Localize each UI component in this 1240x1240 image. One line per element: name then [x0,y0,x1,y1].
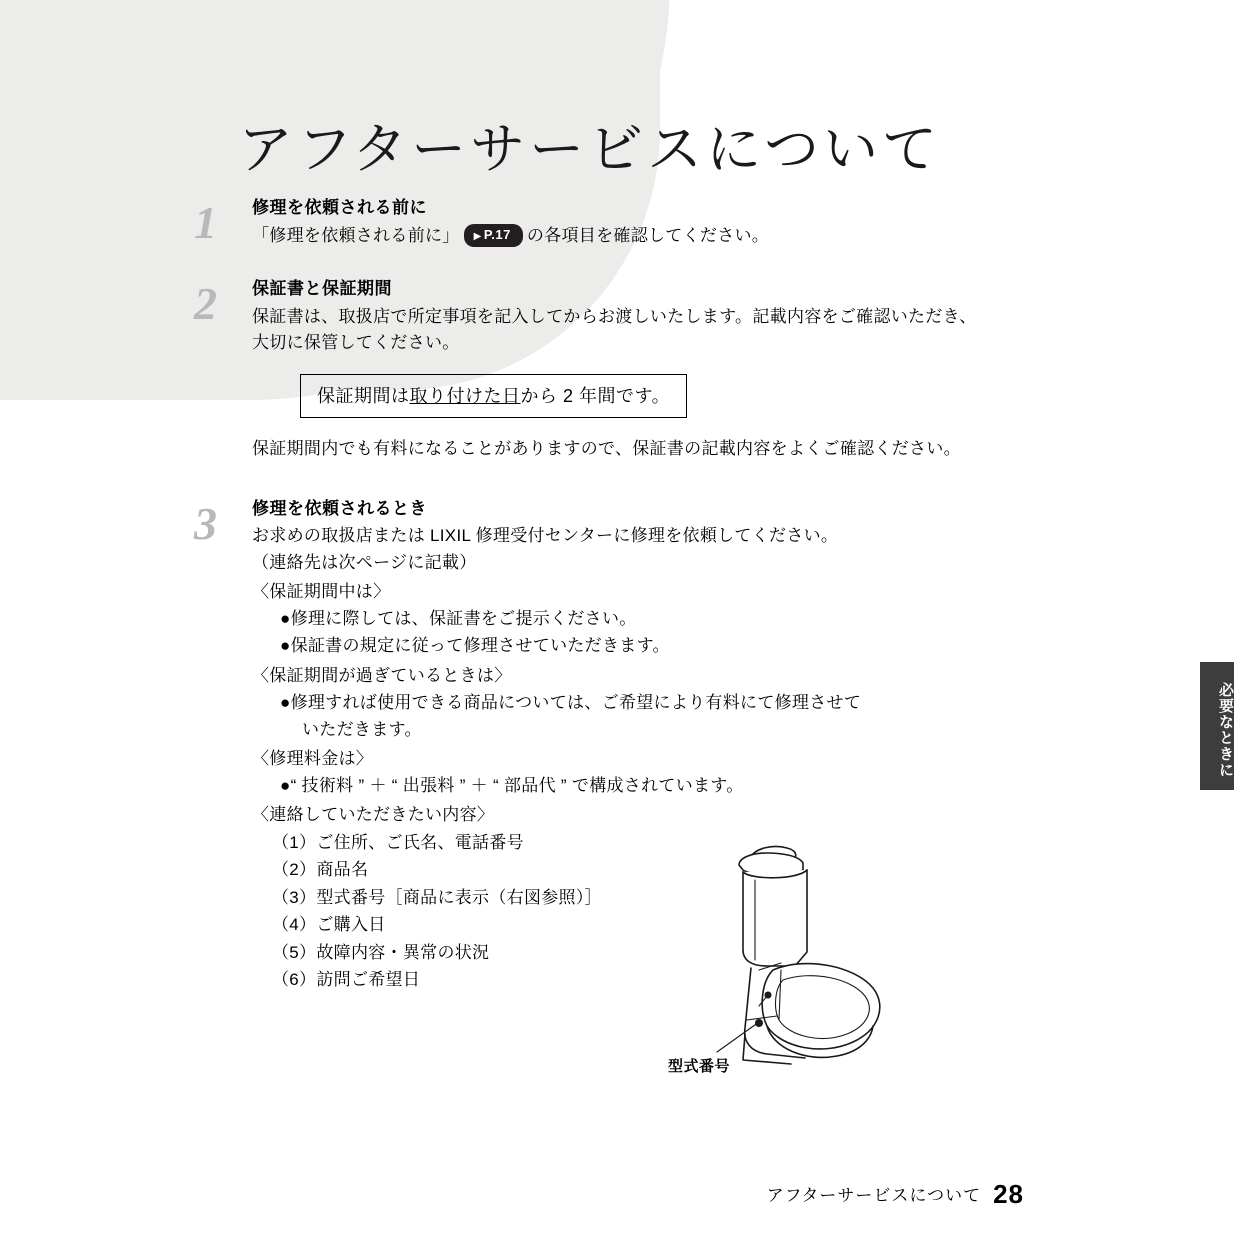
step-2-heading: 保証書と保証期間 [252,278,392,298]
contact-items-label: 〈連絡していただきたい内容〉 [252,805,495,825]
step-2-body-2: 保証期間内でも有料になることがありますので、保証書の記載内容をよくご確認ください。 [252,439,961,459]
warranty-period-box [300,374,687,418]
step-1-number: 1 [194,197,217,248]
step-3-number: 3 [194,497,217,549]
toilet-illustration [655,820,915,1090]
group-1-item-2: ●保証書の規定に従って修理させていただきます。 [280,636,670,656]
step-3-heading: 修理を依頼されるとき [252,498,427,518]
step-1-body-after: の各項目を確認してください。 [526,225,770,245]
group-2-item-1: ●修理すれば使用できる商品については、ご希望により有料にて修理させて [280,692,862,712]
step-1-body [252,223,992,249]
step-2-number: 2 [194,277,217,329]
triangle-right-icon: ▶ [473,230,482,242]
warranty-text-underlined: 取り付けた日 [409,386,521,407]
contact-item-3: （3）型式番号［商品に表示（右図参照）］ [272,887,602,907]
model-number-marker-2 [765,992,772,999]
side-tab-chapter: 必要なときに [1200,662,1234,790]
contact-item-6: （6）訪問ご希望日 [272,970,421,990]
step-1 [194,196,992,249]
page-reference-chip[interactable] [464,224,523,247]
step-3-body: お求めの取扱店または LIXIL 修理受付センターに修理を依頼してください。 [252,526,839,546]
step-2-body: 保証書は、取扱店で所定事項を記入してからお渡しいたします。記載内容をご確認いただき、大切に保管してください。 [252,306,977,352]
group-1-item-1: ●修理に際しては、保証書をご提示ください。 [280,609,637,629]
step-2 [194,277,992,463]
model-number-marker [755,1019,763,1027]
group-2-item-1-cont [280,716,992,743]
page-reference-label: P.17 [483,226,511,242]
warranty-text-part1: 保証期間は [317,386,410,407]
illustration-label: 型式番号 [668,1058,731,1075]
step-1-body-before: 「修理を依頼される前に」 [252,225,460,245]
group-2-label: 〈保証期間が過ぎているときは〉 [252,665,512,685]
group-3-item-1: ●“ 技術料 ” ＋ “ 出張料 ” ＋ “ 部品代 ” で構成されています。 [280,776,744,796]
page-footer [767,1179,1024,1210]
group-1-label: 〈保証期間中は〉 [252,581,391,601]
contact-item-4: （4）ご購入日 [272,915,386,935]
step-1-heading: 修理を依頼される前に [252,198,427,217]
footer-chapter-title: アフターサービスについて [766,1186,982,1205]
step-3-note: （連絡先は次ページに記載） [252,552,477,572]
group-3-label: 〈修理料金は〉 [252,749,374,769]
footer-page-number: 28 [993,1179,1024,1209]
warranty-text-part2: から 2 年間です。 [520,386,671,407]
contact-item-1: （1）ご住所、ご氏名、電話番号 [272,832,524,852]
contact-item-5: （5）故障内容・異常の状況 [272,942,490,962]
page-title: アフターサービスについて [238,117,942,180]
group-2-item-1-continuation: いただきます。 [302,719,422,739]
contact-item-2: （2）商品名 [272,860,369,880]
